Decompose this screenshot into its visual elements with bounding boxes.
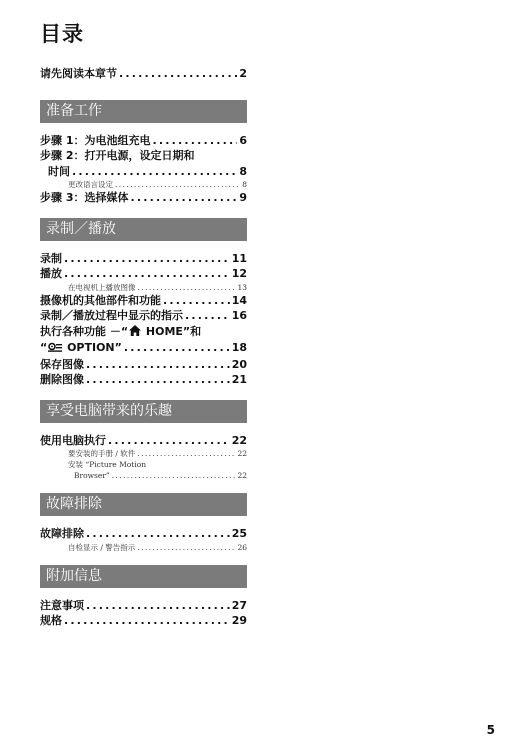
toc-entry-charge-battery[interactable] (40, 133, 247, 149)
toc-entry-label: 规格 (40, 614, 62, 627)
leader-dots (124, 340, 230, 356)
section-header-pc: 享受电脑带来的乐趣 (40, 400, 247, 423)
home-icon (129, 325, 141, 341)
leader-dots (185, 308, 230, 324)
toc-entry-home-option-line1[interactable] (40, 324, 247, 341)
section-header-troubleshooting: 故障排除 (40, 493, 247, 516)
toc-entry-page: 8 (242, 180, 247, 189)
toc-entry-label: 保存图像 (40, 357, 84, 371)
toc-entry-label: 步骤 3：选择媒体 (40, 191, 129, 204)
toc-entry-page: 22 (237, 471, 247, 480)
toc-entry-label: 更改语言设定 (68, 180, 113, 189)
table-of-contents (40, 66, 247, 629)
toc-entry-page: 12 (231, 267, 247, 280)
toc-entry-power-date-line1[interactable]: 步骤 2：打开电源，设定日期和 (40, 149, 195, 162)
toc-entry-label: 播放 (40, 267, 62, 280)
toc-entry-delete-images[interactable] (40, 372, 247, 388)
toc-subentry-warnings[interactable] (40, 542, 247, 553)
toc-entry-label: 录制 (40, 251, 62, 265)
toc-entry-intro[interactable] (40, 66, 247, 82)
toc-entry-page: 16 (231, 309, 247, 322)
toc-entry-label: 执行各种功能 －“ (40, 324, 129, 338)
leader-dots (137, 542, 235, 553)
toc-entry-label: 删除图像 (40, 373, 84, 386)
toc-entry-label: 请先阅读本章节 (40, 67, 117, 80)
toc-entry-page: 22 (237, 449, 247, 458)
toc-entry-use-pc[interactable] (40, 433, 247, 449)
toc-entry-page: 22 (231, 433, 247, 447)
toc-entry-play[interactable] (40, 266, 247, 282)
toc-entry-select-media[interactable] (40, 190, 247, 206)
quote-open: “ (40, 341, 48, 354)
leader-dots (137, 448, 235, 459)
toc-entry-page: 6 (239, 133, 247, 147)
leader-dots (138, 282, 236, 293)
toc-entry-label: Browser” (74, 471, 110, 480)
leader-dots (72, 164, 237, 180)
section-header-additional-info: 附加信息 (40, 565, 247, 588)
toc-entry-label: 步骤 1：为电池组充电 (40, 133, 151, 147)
toc-entry-label: 在电视机上播放图像 (68, 282, 136, 292)
toc-entry-label: 要安装的手册 / 软件 (68, 449, 136, 458)
toc-entry-page: 26 (237, 542, 247, 552)
toc-entry-home-option[interactable] (40, 340, 247, 357)
option-label: OPTION” (63, 341, 122, 354)
leader-dots (163, 293, 230, 309)
toc-subentry-language[interactable] (40, 179, 247, 190)
leader-dots (86, 372, 230, 388)
toc-entry-page: 29 (231, 614, 247, 627)
toc-entry-page: 11 (231, 251, 247, 265)
toc-entry-label: 使用电脑执行 (40, 433, 106, 447)
leader-dots (64, 613, 230, 629)
toc-entry-troubleshooting[interactable] (40, 526, 247, 542)
toc-entry-page: 9 (239, 191, 247, 204)
toc-entry-label: 故障排除 (40, 527, 84, 540)
toc-entry-label: 摄像机的其他部件和功能 (40, 293, 161, 307)
leader-dots (112, 470, 236, 481)
toc-entry-page: 21 (231, 373, 247, 386)
toc-entry-label: HOME”和 (142, 324, 202, 338)
toc-entry-label (40, 340, 122, 357)
leader-dots (64, 266, 230, 282)
leader-dots (86, 598, 230, 614)
toc-subentry-manual-software[interactable] (40, 448, 247, 459)
toc-entry-page: 14 (231, 293, 247, 307)
leader-dots (119, 66, 237, 82)
toc-entry-parts[interactable] (40, 293, 247, 309)
page-number: 5 (486, 723, 495, 737)
toc-subentry-install-line1[interactable]: 安装 “Picture Motion (68, 460, 147, 469)
leader-dots (86, 357, 230, 373)
toc-entry-page: 13 (237, 282, 247, 292)
toc-entry-precautions[interactable] (40, 598, 247, 614)
page-title: 目录 (40, 22, 84, 46)
toc-entry-page: 27 (231, 598, 247, 612)
toc-entry-page: 20 (231, 357, 247, 371)
toc-entry-save-images[interactable] (40, 357, 247, 373)
leader-dots (86, 526, 230, 542)
leader-dots (115, 179, 240, 190)
option-icon (48, 341, 62, 357)
toc-subentry-tv-playback[interactable] (40, 282, 247, 293)
toc-entry-label: 录制／播放过程中显示的指示 (40, 309, 183, 322)
toc-entry-page: 25 (231, 527, 247, 540)
toc-entry-record[interactable] (40, 251, 247, 267)
leader-dots (130, 190, 237, 206)
toc-subentry-install-pmb[interactable] (40, 470, 247, 481)
leader-dots (152, 133, 237, 149)
section-header-prep: 准备工作 (40, 100, 247, 123)
toc-entry-indicators[interactable] (40, 308, 247, 324)
toc-entry-power-date[interactable] (40, 164, 247, 180)
toc-entry-label: 时间 (48, 164, 70, 178)
section-header-record-play: 录制／播放 (40, 218, 247, 241)
toc-entry-specifications[interactable] (40, 613, 247, 629)
toc-entry-label: 自检显示 / 警告指示 (68, 542, 136, 552)
leader-dots (64, 251, 230, 267)
toc-entry-label: 注意事项 (40, 598, 84, 612)
toc-entry-page: 2 (239, 67, 247, 80)
toc-entry-page: 18 (231, 341, 247, 354)
toc-entry-page: 8 (239, 164, 247, 178)
leader-dots (108, 433, 230, 449)
